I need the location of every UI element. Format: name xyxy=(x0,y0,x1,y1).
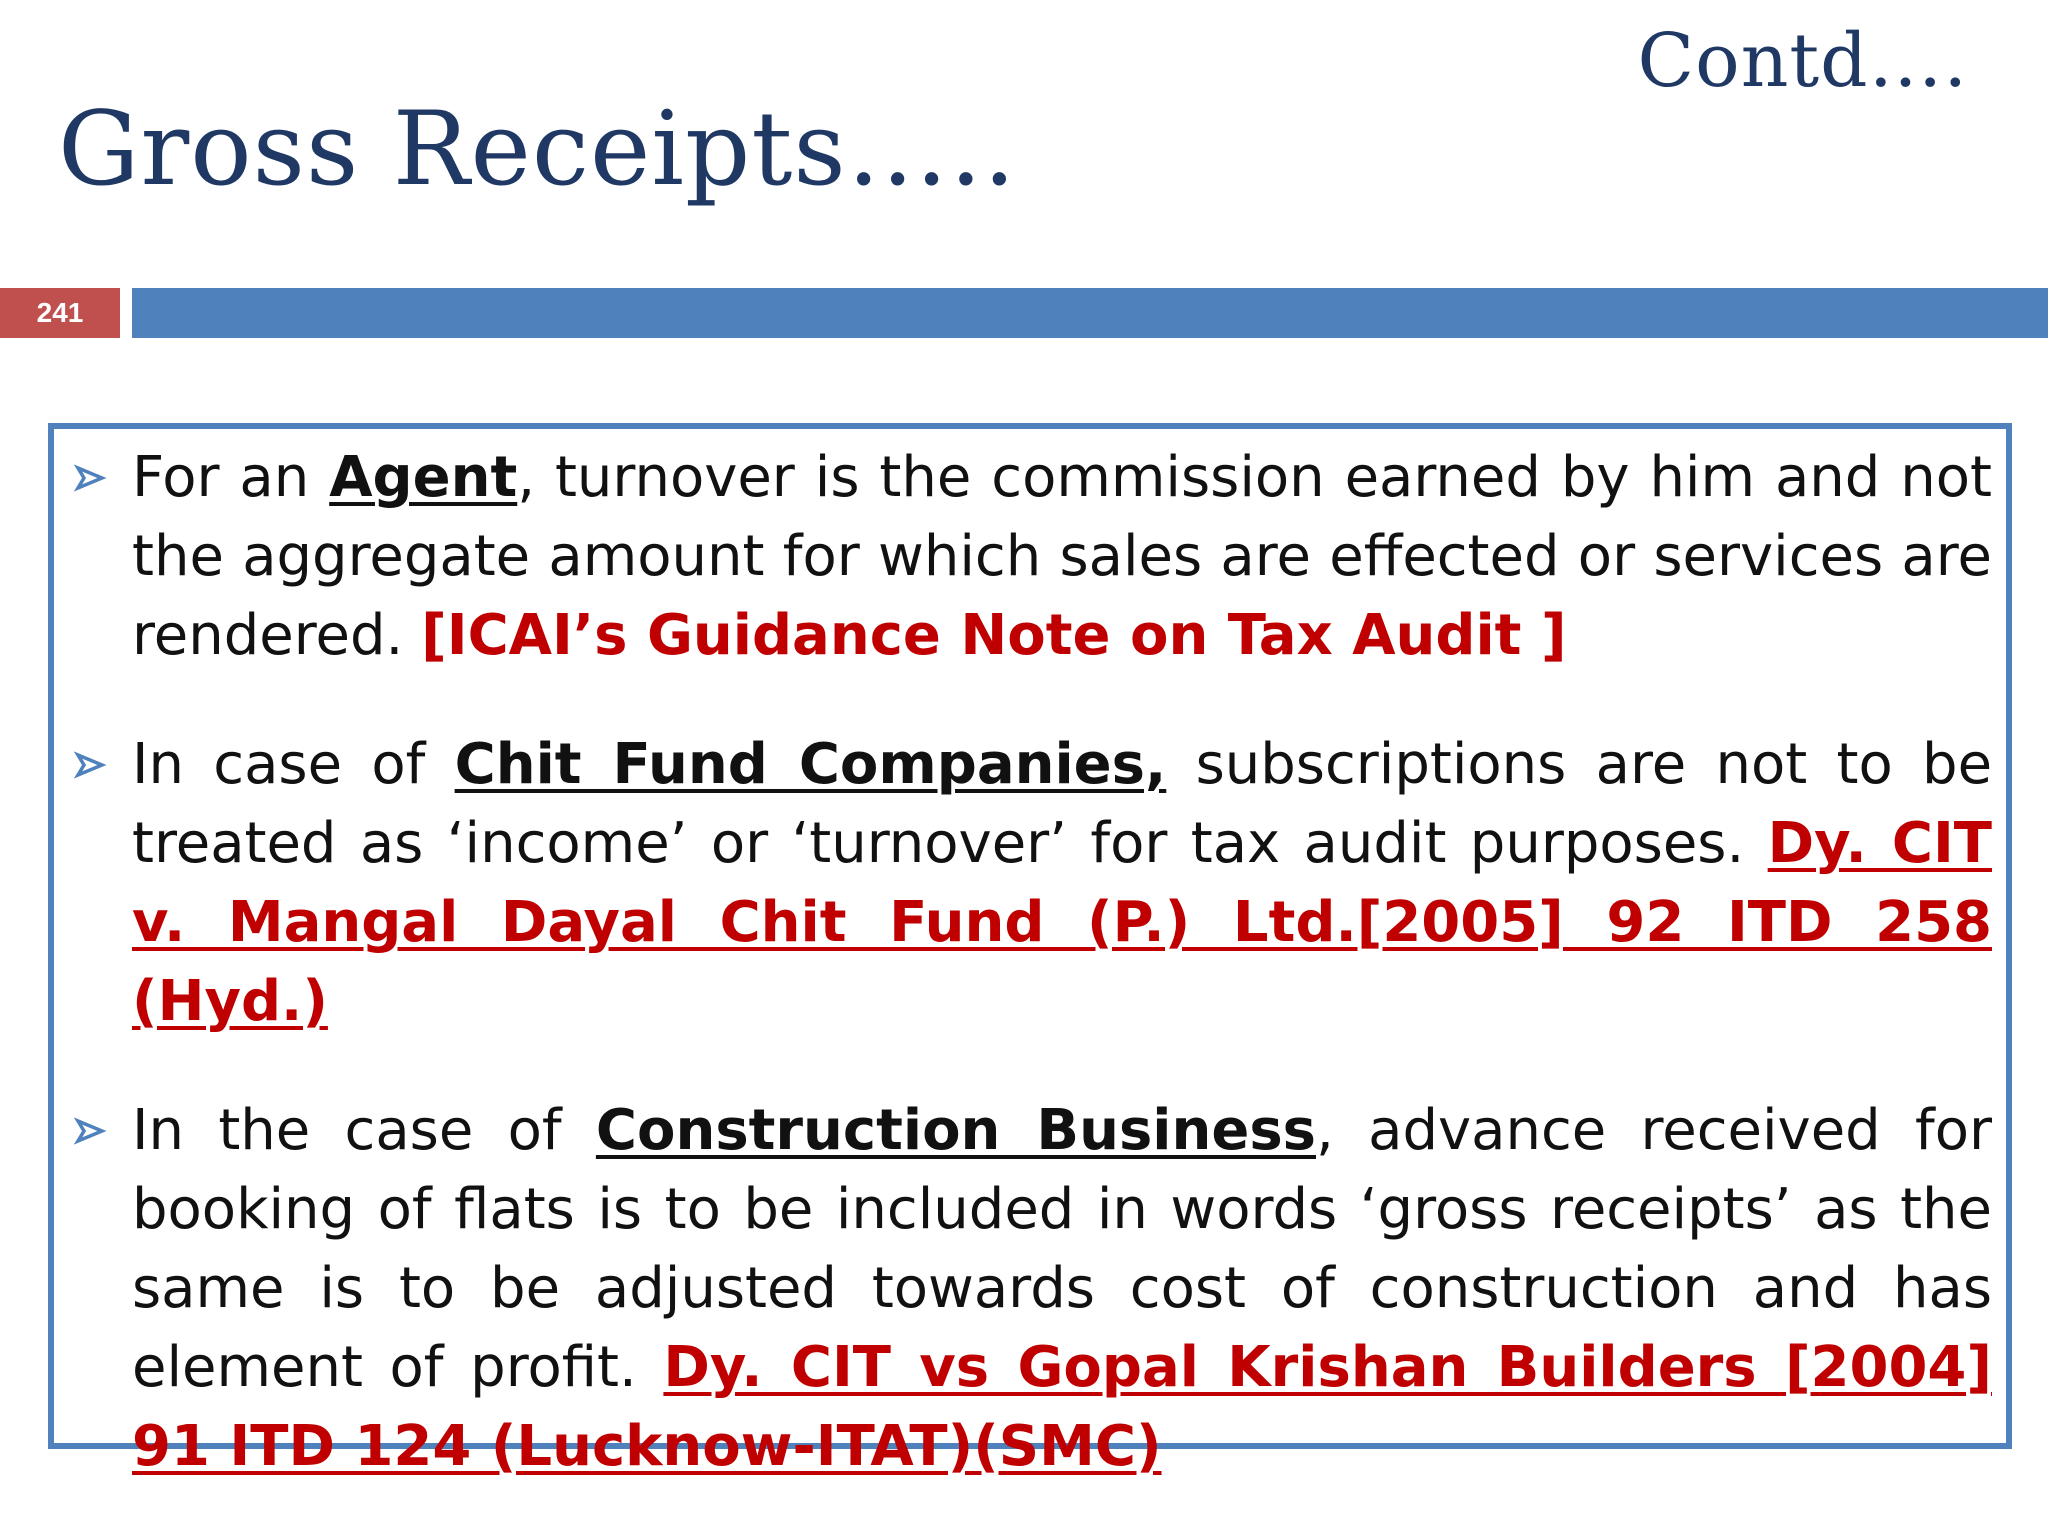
item-keyword: Construction Business xyxy=(595,1098,1317,1163)
arrow-bullet-icon xyxy=(72,438,112,517)
item-citation-link[interactable]: Dy. CIT v. Mangal Dayal Chit Fund (P.) Ltd.[2005] 92 ITD 258 (Hyd.) xyxy=(132,811,1993,1034)
title-rule-bar xyxy=(132,288,2048,338)
item-body: subscriptions are not to be treated as ‘income’ or ‘turnover’ for tax audit purposes. xyxy=(132,732,1993,876)
item-intro: In case of xyxy=(132,732,455,797)
contd-label: Contd…. xyxy=(1637,18,1968,104)
arrow-bullet-icon xyxy=(72,725,112,804)
item-body: , advance received for booking of flats is to be included in words ‘gross receipts’ as the same is to be adjusted towards cost of construction and has element of profit. xyxy=(132,1098,1993,1400)
item-body: , turnover is the commission earned by him and not the aggregate amount for which sales are effected or services are rendered. xyxy=(132,445,1992,668)
slide-number-badge: 241 xyxy=(0,288,120,338)
item-keyword: Agent xyxy=(329,445,518,510)
item-intro: For an xyxy=(132,445,330,510)
item-keyword: Chit Fund Companies, xyxy=(454,732,1167,797)
bullet-list xyxy=(70,438,1992,1486)
arrow-bullet-icon xyxy=(72,1091,112,1170)
slide-title: Gross Receipts….. xyxy=(58,90,1017,209)
item-citation: [ICAI’s Guidance Note on Tax Audit ] xyxy=(421,603,1567,668)
item-citation-link[interactable]: Dy. CIT vs Gopal Krishan Builders [2004] 91 ITD 124 (Lucknow-ITAT)(SMC) xyxy=(132,1335,1992,1479)
item-intro: In the case of xyxy=(132,1098,596,1163)
bullet-item-agent xyxy=(70,438,1992,675)
bullet-item-construction xyxy=(70,1091,1992,1486)
bullet-item-chit-fund xyxy=(70,725,1992,1041)
